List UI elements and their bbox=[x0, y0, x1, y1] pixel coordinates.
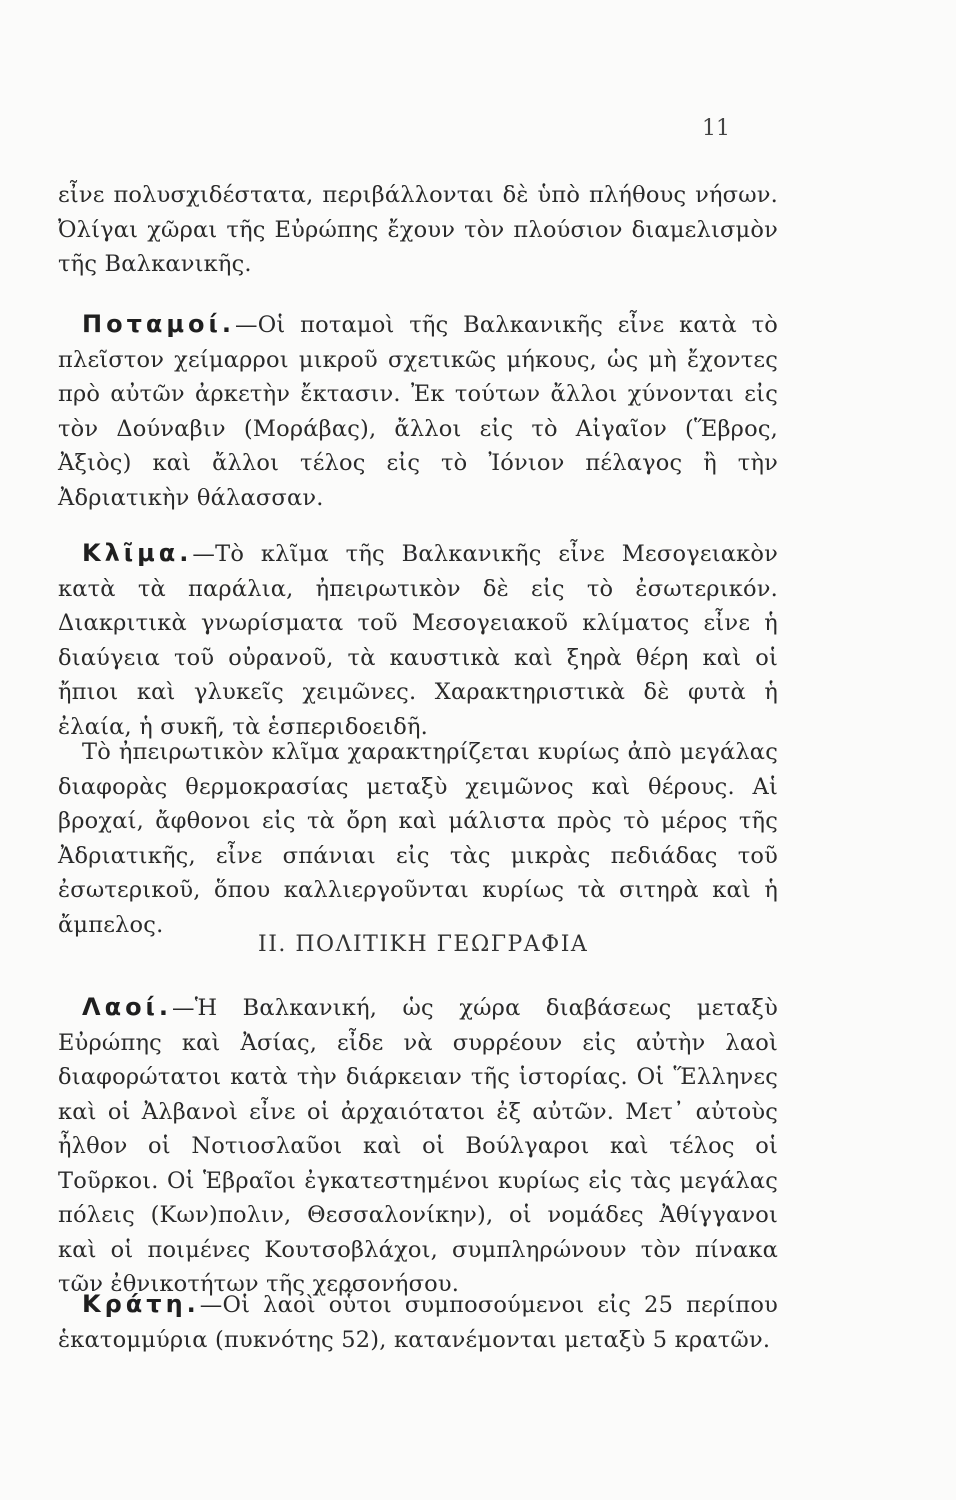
page-number: 11 bbox=[702, 116, 730, 141]
intro-paragraph: εἶνε πολυσχιδέστατα, περιβάλλονται δὲ ὑπὸ πλήθους νήσων. Ὀλίγαι χῶραι τῆς Εὐρώπης ἔχουν τὸν πλούσιον διαμελισμὸν τῆς Βαλκανικῆς. bbox=[58, 182, 778, 277]
peoples-text: —Ἡ Βαλκανική, ὡς χώρα διαβάσεως μεταξὺ Εὐρώπης καὶ Ἀσίας, εἶδε νὰ συρρέουν εἰς αὐτὴν λαοὶ διαφορώτατοι κατὰ τὴν διάρκειαν τῆς ἱστορίας. Οἱ Ἕλληνες καὶ οἱ Ἀλβανοὶ εἶνε οἱ ἀρχαιότατοι ἐξ αὐτῶν. Μετ᾽ αὐτοὺς ἦλθον οἱ Νοτιοσλαῦοι καὶ οἱ Βούλγαροι καὶ τέλος οἱ Τοῦρκοι. Οἱ Ἑβραῖοι ἐγκατεστημένοι κυρίως εἰς τὰς μεγάλας πόλεις (Κων)πολιν, Θεσσαλονίκην), οἱ νομάδες Ἀθίγγανοι καὶ οἱ ποιμένες Κουτσοβλάχοι, συμπληρώνουν τὸν πίνακα τῶν ἐθνικοτήτων τῆς χερσονήσου. bbox=[58, 995, 778, 1297]
states-paragraph bbox=[58, 1287, 778, 1357]
states-heading: Κράτη. bbox=[82, 1290, 200, 1318]
rivers-paragraph bbox=[58, 307, 778, 515]
section-title: ΙΙ. ΠΟΛΙΤΙΚΗ ΓΕΩΓΡΑΦΙΑ bbox=[258, 932, 589, 957]
climate-continental-paragraph: Τὸ ἠπειρωτικὸν κλῖμα χαρακτηρίζεται κυρίως ἀπὸ μεγάλας διαφορὰς θερμοκρασίας μεταξὺ χειμῶνος καὶ θέρους. Αἱ βροχαί, ἄφθονοι εἰς τὰ ὄρη καὶ μάλιστα πρὸς τὸ μέρος τῆς Ἀδριατικῆς, εἶνε σπάνιαι εἰς τὰς μικρὰς πεδιάδας τοῦ ἐσωτερικοῦ, ὅπου καλλιεργοῦνται κυρίως τὰ σιτηρὰ καὶ ἡ ἄμπελος. bbox=[58, 739, 778, 938]
climate-heading: Κλῖμα. bbox=[82, 539, 193, 567]
climate-text: —Τὸ κλῖμα τῆς Βαλκανικῆς εἶνε Μεσογειακὸν κατὰ τὰ παράλια, ἠπειρωτικὸν δὲ εἰς τὸ ἐσωτερικόν. Διακριτικὰ γνωρίσματα τοῦ Μεσογειακοῦ κλίματος εἶνε ἡ διαύγεια τοῦ οὐρανοῦ, τὰ καυστικὰ καὶ ξηρὰ θέρη καὶ οἱ ἤπιοι καὶ γλυκεῖς χειμῶνες. Χαρακτηριστικὰ δὲ φυτὰ ἡ ἐλαία, ἡ συκῆ, τὰ ἑσπεριδοειδῆ. bbox=[58, 541, 778, 740]
states-text: —Οἱ λαοὶ οὗτοι συμποσούμενοι εἰς 25 περίπου ἑκατομμύρια (πυκνότης 52), κατανέμονται μεταξὺ 5 κρατῶν. bbox=[58, 1292, 778, 1353]
rivers-text: —Οἱ ποταμοὶ τῆς Βαλκανικῆς εἶνε κατὰ τὸ πλεῖστον χείμαρροι μικροῦ σχετικῶς μήκους, ὡς μὴ ἔχοντες πρὸ αὐτῶν ἀρκετὴν ἔκτασιν. Ἐκ τούτων ἄλλοι χύνονται εἰς τὸν Δούναβιν (Μοράβας), ἄλλοι εἰς τὸ Αἰγαῖον (Ἕβρος, Ἀξιὸς) καὶ ἄλλοι τέλος εἰς τὸ Ἰόνιον πέλαγος ἢ τὴν Ἀδριατικὴν θάλασσαν. bbox=[58, 312, 778, 511]
peoples-paragraph bbox=[58, 990, 778, 1302]
peoples-heading: Λαοί. bbox=[82, 993, 173, 1021]
rivers-heading: Ποταμοί. bbox=[82, 310, 235, 338]
climate-paragraph bbox=[58, 536, 778, 744]
